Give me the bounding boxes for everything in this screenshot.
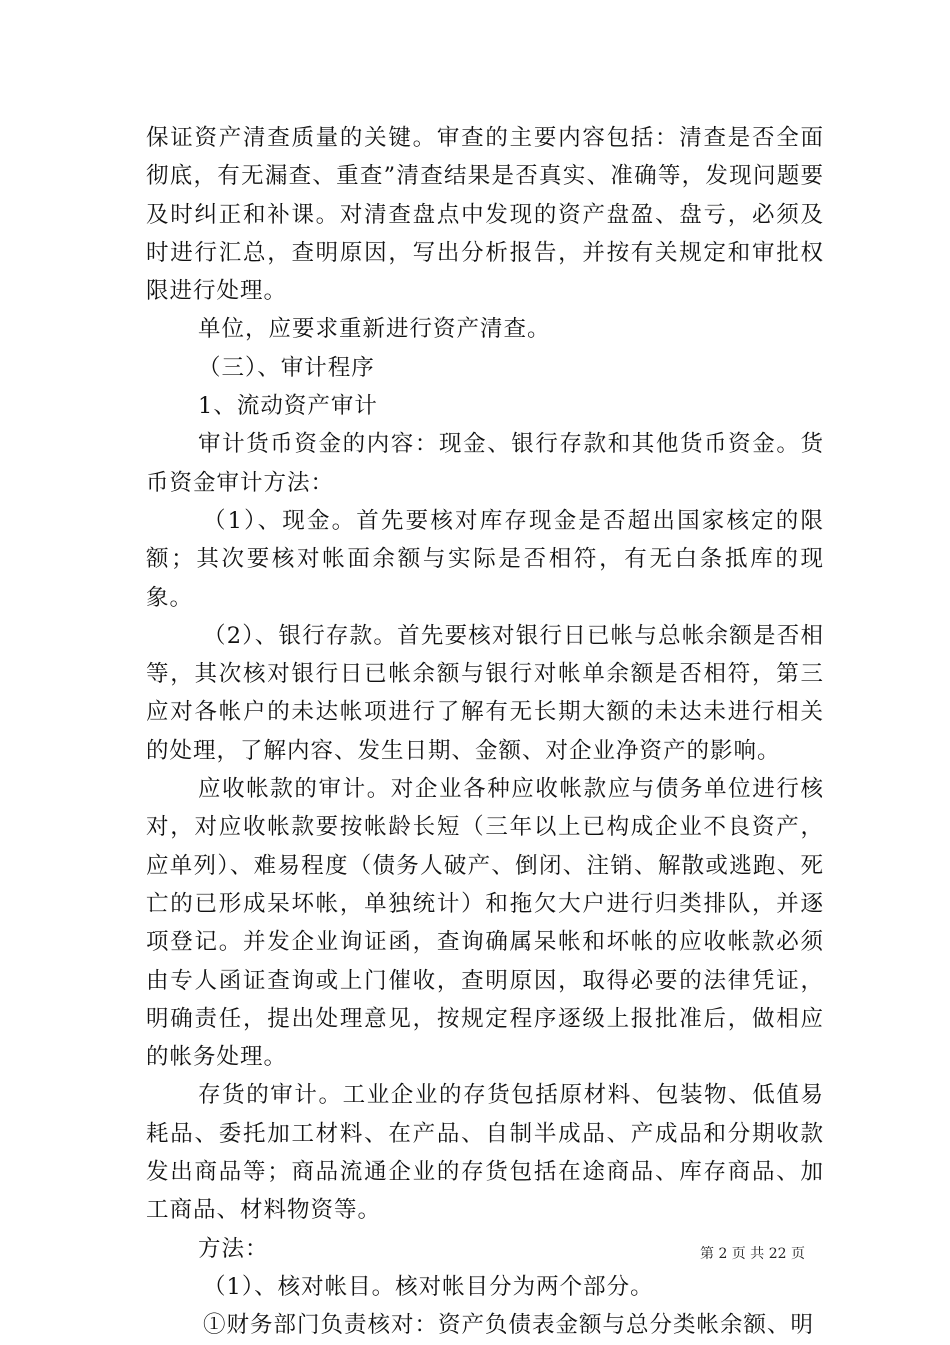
paragraph-cash: （1）、现金。首先要核对库存现金是否超出国家核定的限额；其次要核对帐面余额与实际是否相符，有无白条抵库的现象。 <box>146 507 824 611</box>
subsection-heading-current-assets: 1、流动资产审计 <box>198 393 378 420</box>
paragraph-method-label: 方法： <box>198 1235 269 1262</box>
paragraph-1: 保证资产清查质量的关键。审查的主要内容包括：清查是否全面彻底，有无漏查、重查”清查结果是否真实、准确等，发现问题要及时纠正和补课。对清查盘点中发现的资产盘盈、盘亏，必须及时进行汇总，查明原因，写出分析报告，并按有关规定和审批权限进行处理。 <box>146 125 824 305</box>
paragraph-check-accounts: （1）、核对帐目。核对帐目分为两个部分。 <box>203 1273 654 1300</box>
document-body <box>146 119 824 1345</box>
paragraph-2: 单位，应要求重新进行资产清查。 <box>198 316 551 343</box>
paragraph-finance-department: ①财务部门负责核对：资产负债表金额与总分类帐余额、明 <box>203 1312 815 1339</box>
paragraph-bank-deposit: （2）、银行存款。首先要核对银行日已帐与总帐余额是否相等，其次核对银行日已帐余额与银行对帐单余额是否相符，第三应对各帐户的未达帐项进行了解有无长期大额的未达未进行相关的处理，了解内容、发生日期、金额、对企业净资产的影响。 <box>146 622 824 764</box>
paragraph-monetary-funds: 审计货币资金的内容：现金、银行存款和其他货币资金。货币资金审计方法： <box>146 431 824 496</box>
section-heading-audit-procedure: （三）、审计程序 <box>198 354 375 381</box>
page-number-footer: 第 2 页 共 22 页 <box>700 1246 805 1262</box>
paragraph-receivables: 应收帐款的审计。对企业各种应收帐款应与债务单位进行核对，对应收帐款要按帐龄长短（三年以上已构成企业不良资产，应单列）、难易程度（债务人破产、倒闭、注销、解散或逃跑、死亡的已形成呆坏帐，单独统计）和拖欠大户进行归类排队，并逐项登记。并发企业询证函，查询确属呆帐和坏帐的应收帐款必须由专人函证查询或上门催收，查明原因，取得必要的法律凭证，明确责任，提出处理意见，按规定程序逐级上报批准后，做相应的帐务处理。 <box>146 776 824 1071</box>
paragraph-inventory: 存货的审计。工业企业的存货包括原材料、包装物、低值易耗品、委托加工材料、在产品、自制半成品、产成品和分期收款发出商品等；商品流通企业的存货包括在途商品、库存商品、加工商品、材料物资等。 <box>146 1082 824 1224</box>
